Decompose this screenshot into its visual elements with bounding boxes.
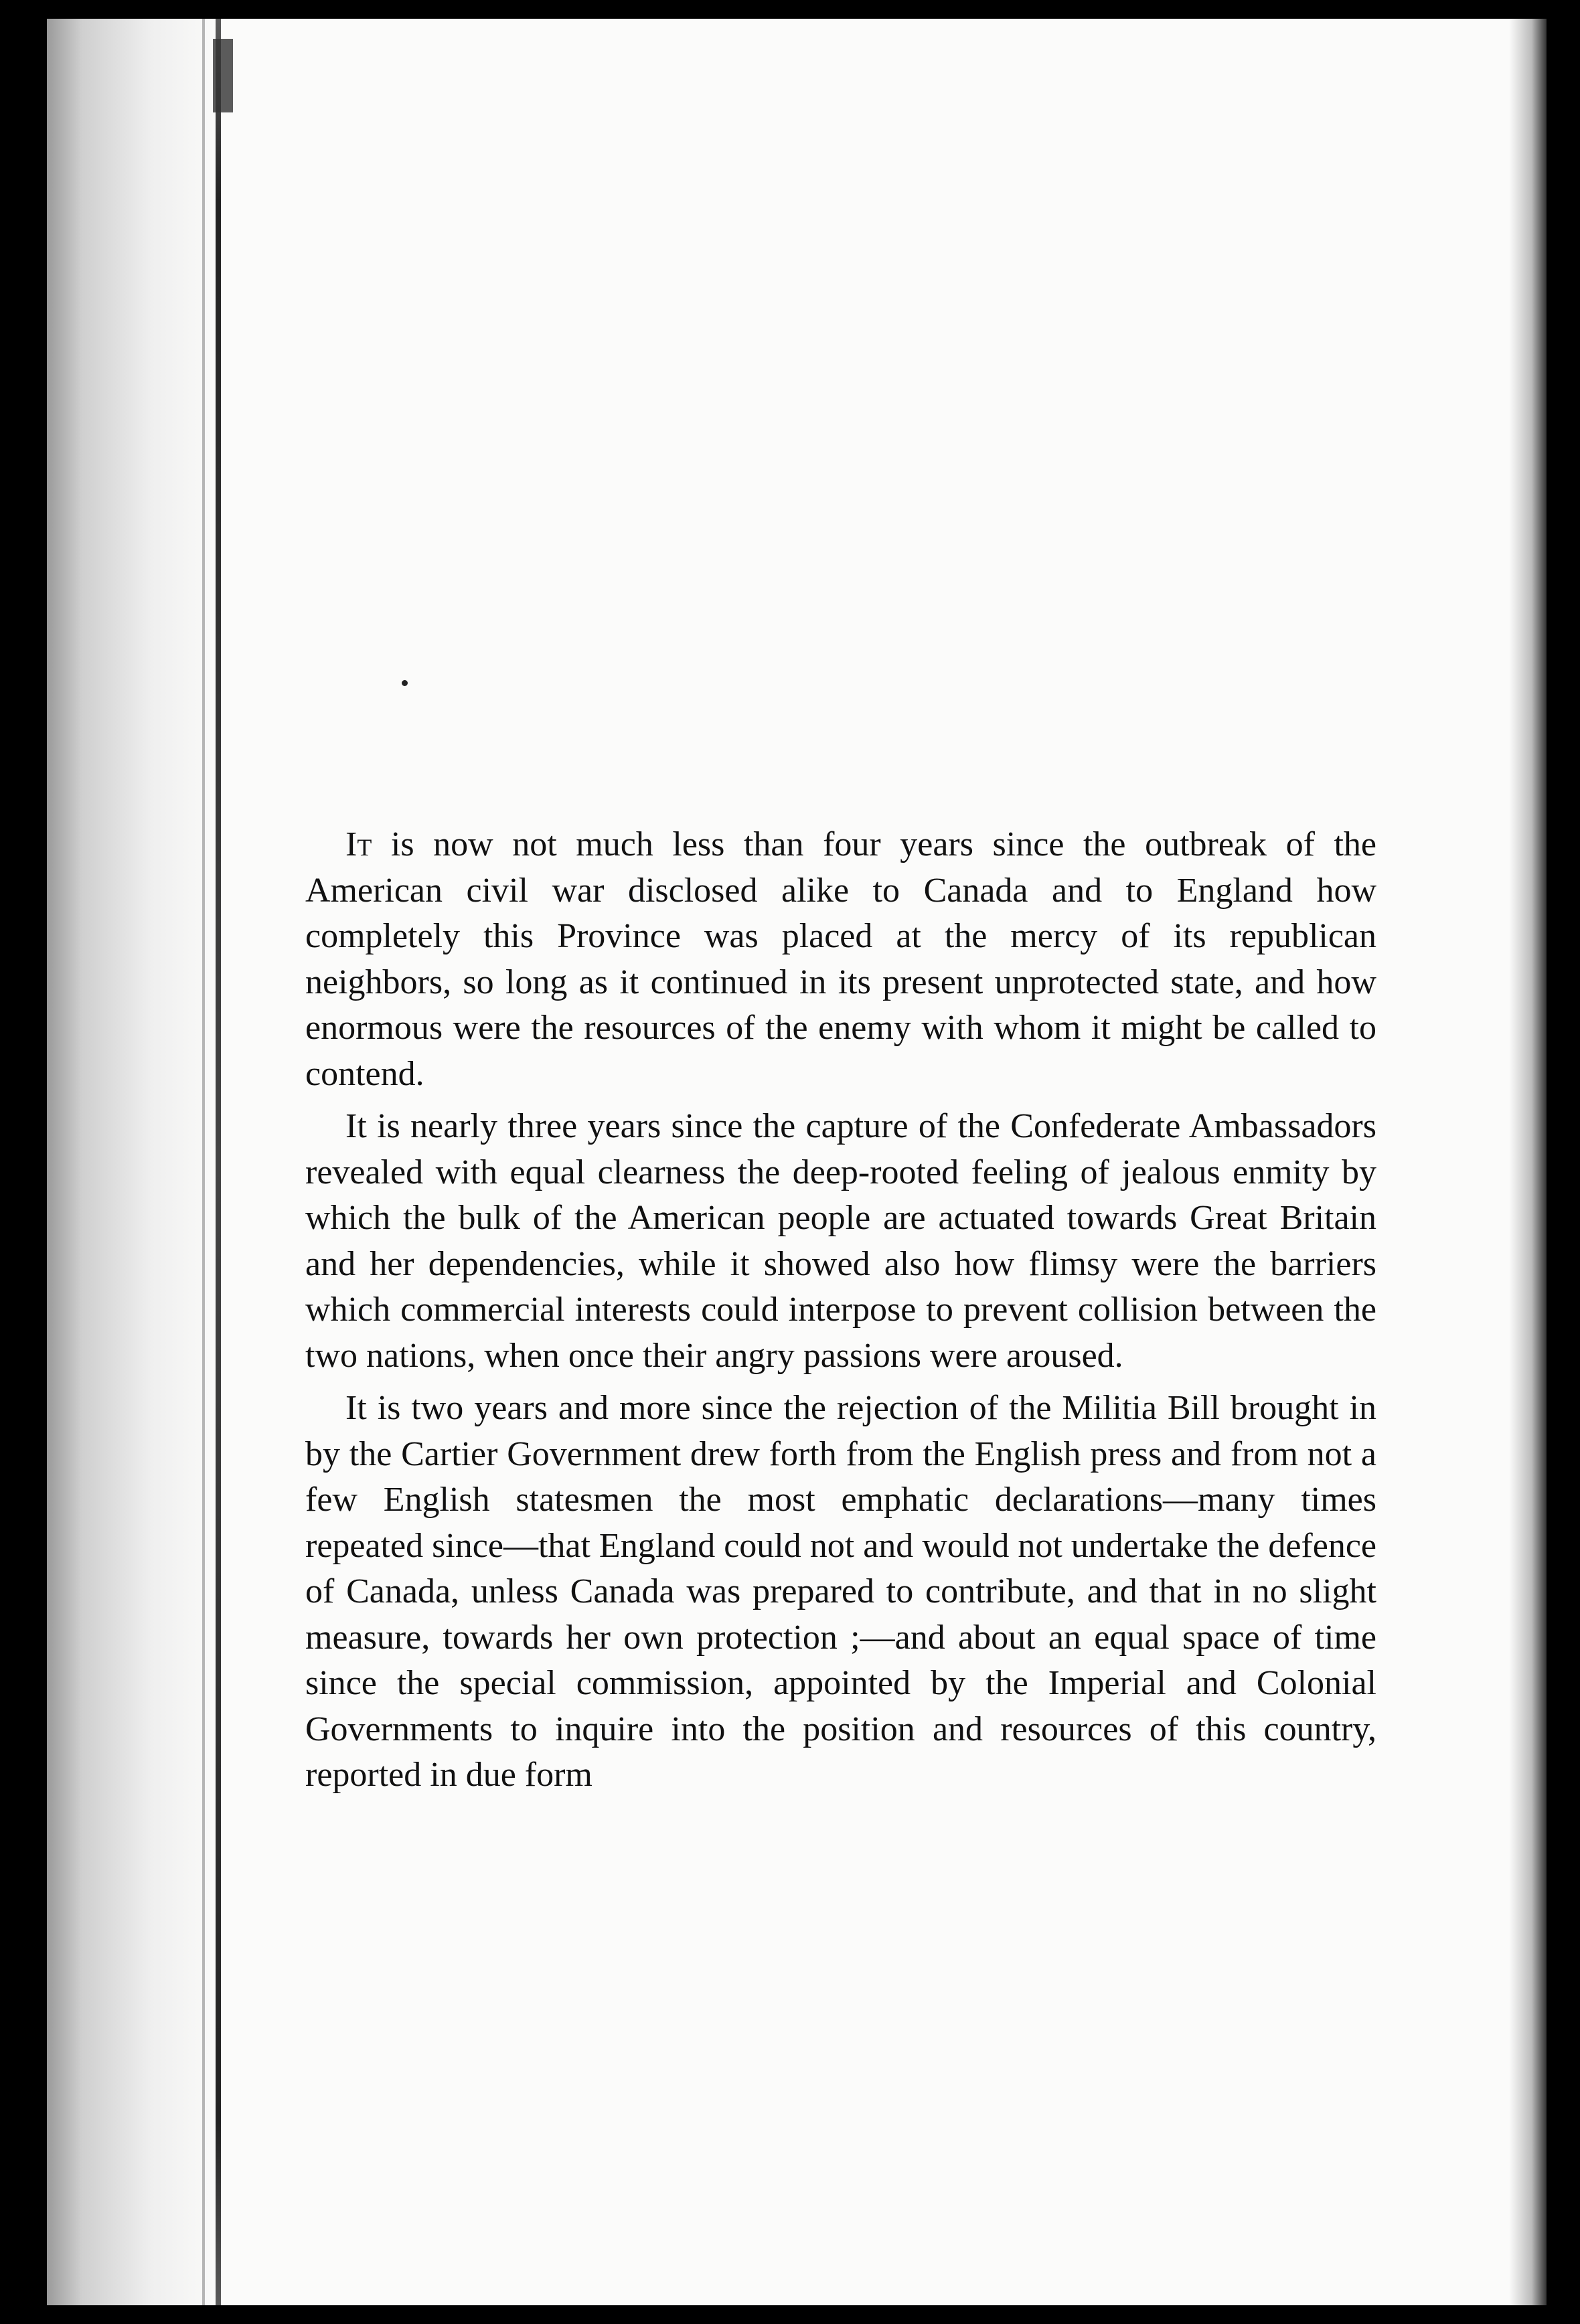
paragraph-text: It is nearly three years since the capture of the Confederate Ambassadors revealed with equal clearness the deep-rooted feeling of jealous enmity by which the bulk of the American people are actuated towards Great Britain and her dependencies, while it showed also how flimsy were the barriers which commercial interests could interpose to prevent collision between the two nations, when once their angry passions were aroused. xyxy=(305,1107,1376,1375)
binding-mark xyxy=(213,39,233,112)
paragraph-lead-caps: It xyxy=(345,825,372,863)
ink-speck xyxy=(402,680,408,686)
paragraph-text: is now not much less than four years since the outbreak of the American civil war disclosed alike to Canada and to England how completely this Province was placed at the mercy of its republican neighbors, so long as it continued in its present unprotected state, and how enormous were the resources of the enemy with whom it might be called to contend. xyxy=(305,825,1376,1093)
paragraph-text: It is two years and more since the rejection of the Militia Bill brought in by the Cartier Government drew forth from the English press and from not a few English statesmen the most emphatic declarations—many times repeated since—that England could not and would not undertake the defence of Canada, unless Canada was prepared to contribute, and that in no slight measure, towards her own protection ;—and about an equal space of time since the special commission, appointed by the Imperial and Colonial Governments to inquire into the position and resources of this country, reported in due form xyxy=(305,1389,1376,1794)
binding-edge xyxy=(216,19,221,2305)
binding-edge-faint xyxy=(202,19,205,2305)
binding-shadow xyxy=(47,19,221,2305)
paragraph-2 xyxy=(305,1104,1376,1379)
paragraph-1 xyxy=(305,822,1376,1097)
paragraph-3 xyxy=(305,1386,1376,1799)
body-text xyxy=(305,822,1376,1799)
page-edge-shadow xyxy=(1509,19,1547,2305)
scanned-page xyxy=(47,19,1547,2305)
